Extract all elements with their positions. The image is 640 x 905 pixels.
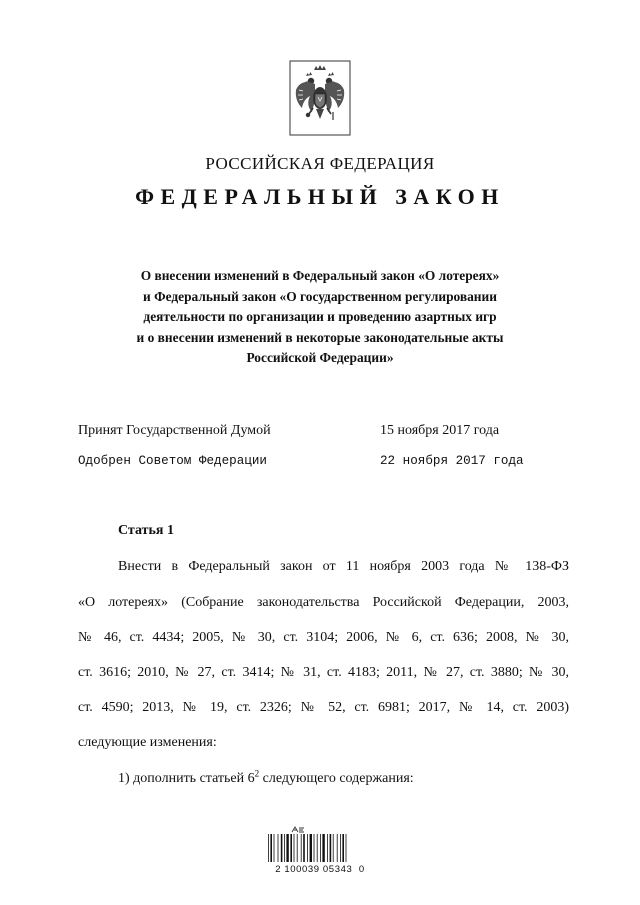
law-title-line: деятельности по организации и проведению азартных игр (143, 309, 497, 324)
adopted-by-duma-label: Принят Государственной Думой (78, 423, 271, 438)
law-title-line: Российской Федерации» (246, 350, 394, 365)
state-emblem-icon (289, 60, 351, 136)
item-text-suffix: следующего содержания: (259, 771, 414, 786)
approved-by-council-date: 22 ноября 2017 года (380, 454, 524, 468)
barcode-number: 2 100039 05343 0 (275, 864, 365, 875)
article-item (118, 768, 569, 787)
paragraph-line: «О лотереях» (Собрание законодательства Российской Федерации, 2003, (78, 595, 569, 610)
law-title-line: и о внесении изменений в некоторые законодательные акты (136, 329, 504, 345)
item-superscript: 2 (254, 768, 260, 779)
paragraph-line: ст. 4590; 2013, № 19, ст. 2326; № 52, ст. 6981; 2017, № 14, ст. 2003) (78, 700, 569, 715)
paragraph-line: Внести в Федеральный закон от 11 ноября 2003 года № 138-ФЗ (118, 559, 569, 574)
item-text: 1) дополнить статьей 6 (118, 771, 255, 786)
paragraph-line: № 46, ст. 4434; 2005, № 30, ст. 3104; 2006, № 6, ст. 636; 2008, № 30, (78, 630, 569, 645)
paragraph-line: ст. 3616; 2010, № 27, ст. 3414; № 31, ст. 4183; 2011, № 27, ст. 3880; № 30, (78, 665, 569, 680)
country-name: РОССИЙСКАЯ ФЕДЕРАЦИЯ (205, 154, 435, 173)
law-title (60, 266, 580, 369)
article-heading: Статья 1 (118, 523, 174, 538)
paragraph-line: следующие изменения: (78, 735, 217, 750)
adopted-by-duma-date: 15 ноября 2017 года (380, 423, 500, 438)
law-title-line: и Федеральный закон «О государственном регулировании (143, 288, 497, 304)
law-title-line: О внесении изменений в Федеральный закон «О лотереях» (140, 268, 500, 283)
approved-by-council-label: Одобрен Советом Федерации (78, 454, 267, 468)
document-type-heading: ФЕДЕРАЛЬНЫЙ ЗАКОН (135, 184, 505, 209)
barcode-icon (268, 834, 348, 862)
printer-logo-icon (291, 826, 305, 833)
